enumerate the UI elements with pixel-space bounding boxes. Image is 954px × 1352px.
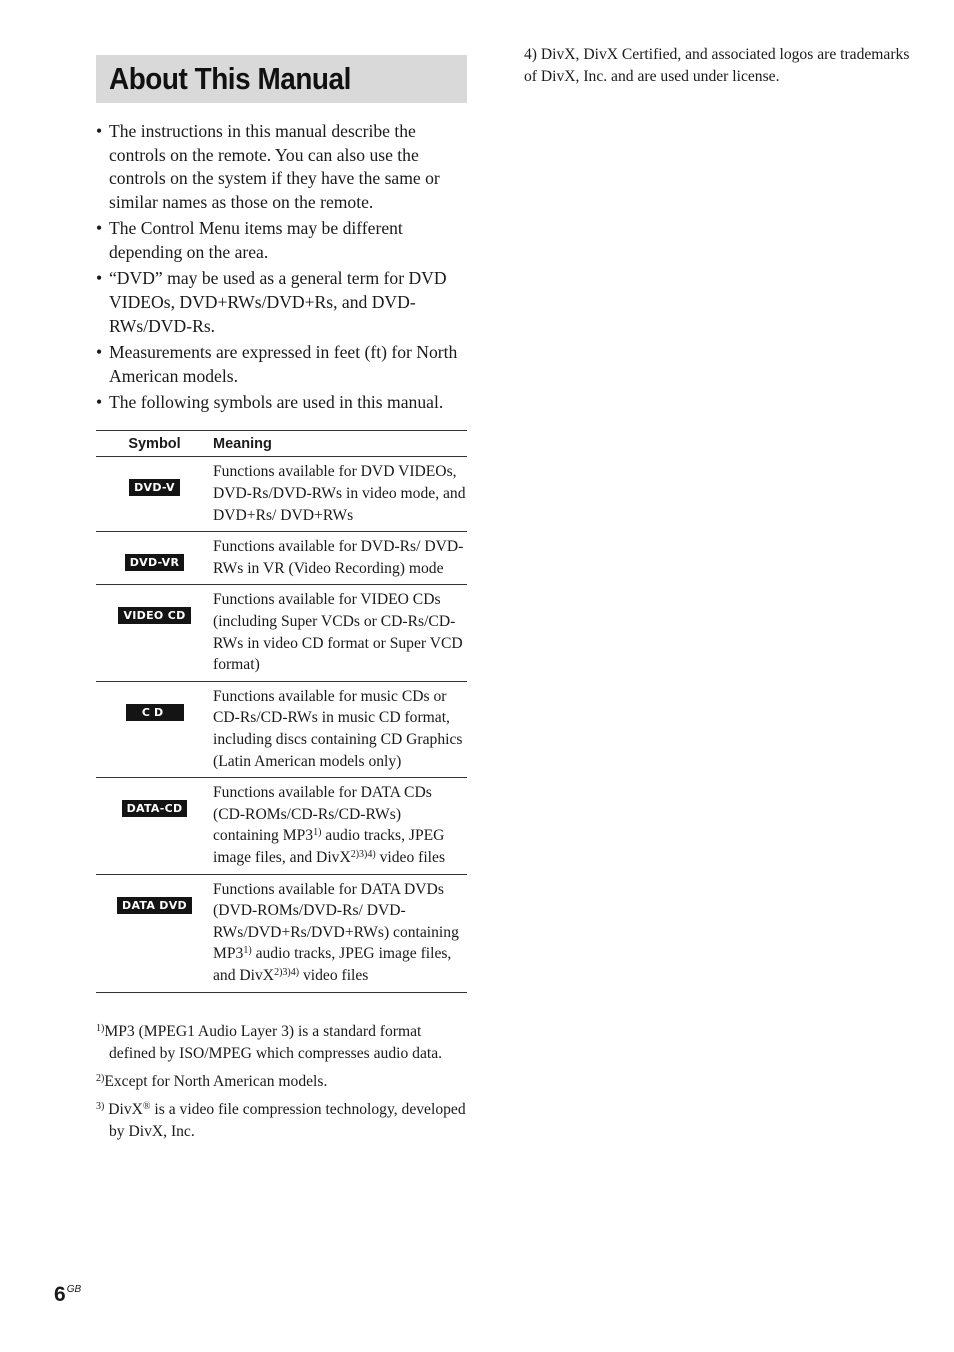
meaning-cell: Functions available for VIDEO CDs (including Super VCDs or CD-Rs/CD-RWs in video CD format or Super VCD format) [213,585,467,681]
symbol-column-header: Symbol [96,431,213,457]
meaning-column-header: Meaning [213,431,467,457]
dvd-v-badge-icon: DVD-V [129,479,180,496]
table-row [96,874,467,992]
footnote-3: $^{3)}$ DivX® is a video file compression technology, developed by DivX, Inc. [96,1100,466,1140]
footnote-4: 4) DivX, DivX Certified, and associated logos are trademarks of DivX, Inc. and are used under license. [524,46,910,85]
registered-icon: ® [142,1100,151,1112]
footnote-2: $^{2)}$Except for North American models. [96,1072,328,1090]
bullet-icon: • [96,218,103,239]
list-item: • “DVD” may be used as a general term for DVD VIDEOs, DVD+RWs/DVD+Rs, and DVD-RWs/DVD-Rs. [96,268,447,336]
video-cd-badge-icon: VIDEO CD [118,607,190,624]
meaning-cell: Functions available for music CDs or CD-Rs/CD-RWs in music CD format, including discs containing CD Graphics (Latin American models only) [213,681,467,777]
list-item: • Measurements are expressed in feet (ft) for North American models. [96,341,458,386]
left-column [96,55,467,1149]
table-row [96,778,467,874]
meaning-cell: Functions available for DVD VIDEOs, DVD-Rs/DVD-RWs in video mode, and DVD+Rs/ DVD+RWs [213,457,467,532]
table-row [96,681,467,777]
table-header-row [96,431,467,457]
bullet-icon: • [96,121,103,141]
right-column [511,44,911,87]
meaning-cell: Functions available for DATA DVDs (DVD-ROMs/DVD-Rs/ DVD-RWs/DVD+Rs/DVD+RWs) containing MP3$^{1)}$ audio tracks, JPEG image files, and DivX$^{2)3)4)}$ video files [213,880,459,984]
list-item: • The instructions in this manual describe the controls on the remote. You can also use the controls on the system if they have the same or similar names as those on the remote. [96,121,440,213]
section-title-bar [96,55,467,103]
bullet-list [96,120,467,414]
table-row [96,532,467,585]
footnote-ref: 1) [313,827,322,839]
bullet-icon: • [96,341,103,362]
data-dvd-badge-icon: DATA DVD [117,897,192,914]
dvd-vr-badge-icon: DVD-VR [125,554,185,571]
footnote-ref: 2)3)4) [274,966,300,978]
meaning-cell: Functions available for DVD-Rs/ DVD-RWs in VR (Video Recording) mode [213,532,467,585]
list-item: • The following symbols are used in this manual. [96,391,467,415]
footnote-ref: 2)3)4) [350,848,376,860]
table-row [96,585,467,681]
bullet-icon: • [96,391,103,412]
list-item: • The Control Menu items may be different depending on the area. [96,218,403,263]
footnote-ref: 1) [243,945,252,957]
table-row [96,457,467,532]
meaning-cell: Functions available for DATA CDs (CD-ROMs/CD-Rs/CD-RWs) containing MP3$^{1)}$ audio tracks, JPEG image files, and DivX$^{2)3)4)}$ video files [213,778,467,874]
bullet-icon: • [96,268,103,289]
symbol-table [96,430,467,992]
footnotes [96,1021,467,1143]
data-cd-badge-icon: DATA-CD [122,800,188,817]
cd-badge-icon: CD [126,704,184,721]
page-title: About This Manual [109,61,351,96]
page-number-suffix: GB [66,1284,82,1295]
page-number: $6^{GB}$ [54,1283,82,1306]
footnote-1: $^{1)}$MP3 (MPEG1 Audio Layer 3) is a standard format defined by ISO/MPEG which compresses audio data. [96,1022,443,1062]
